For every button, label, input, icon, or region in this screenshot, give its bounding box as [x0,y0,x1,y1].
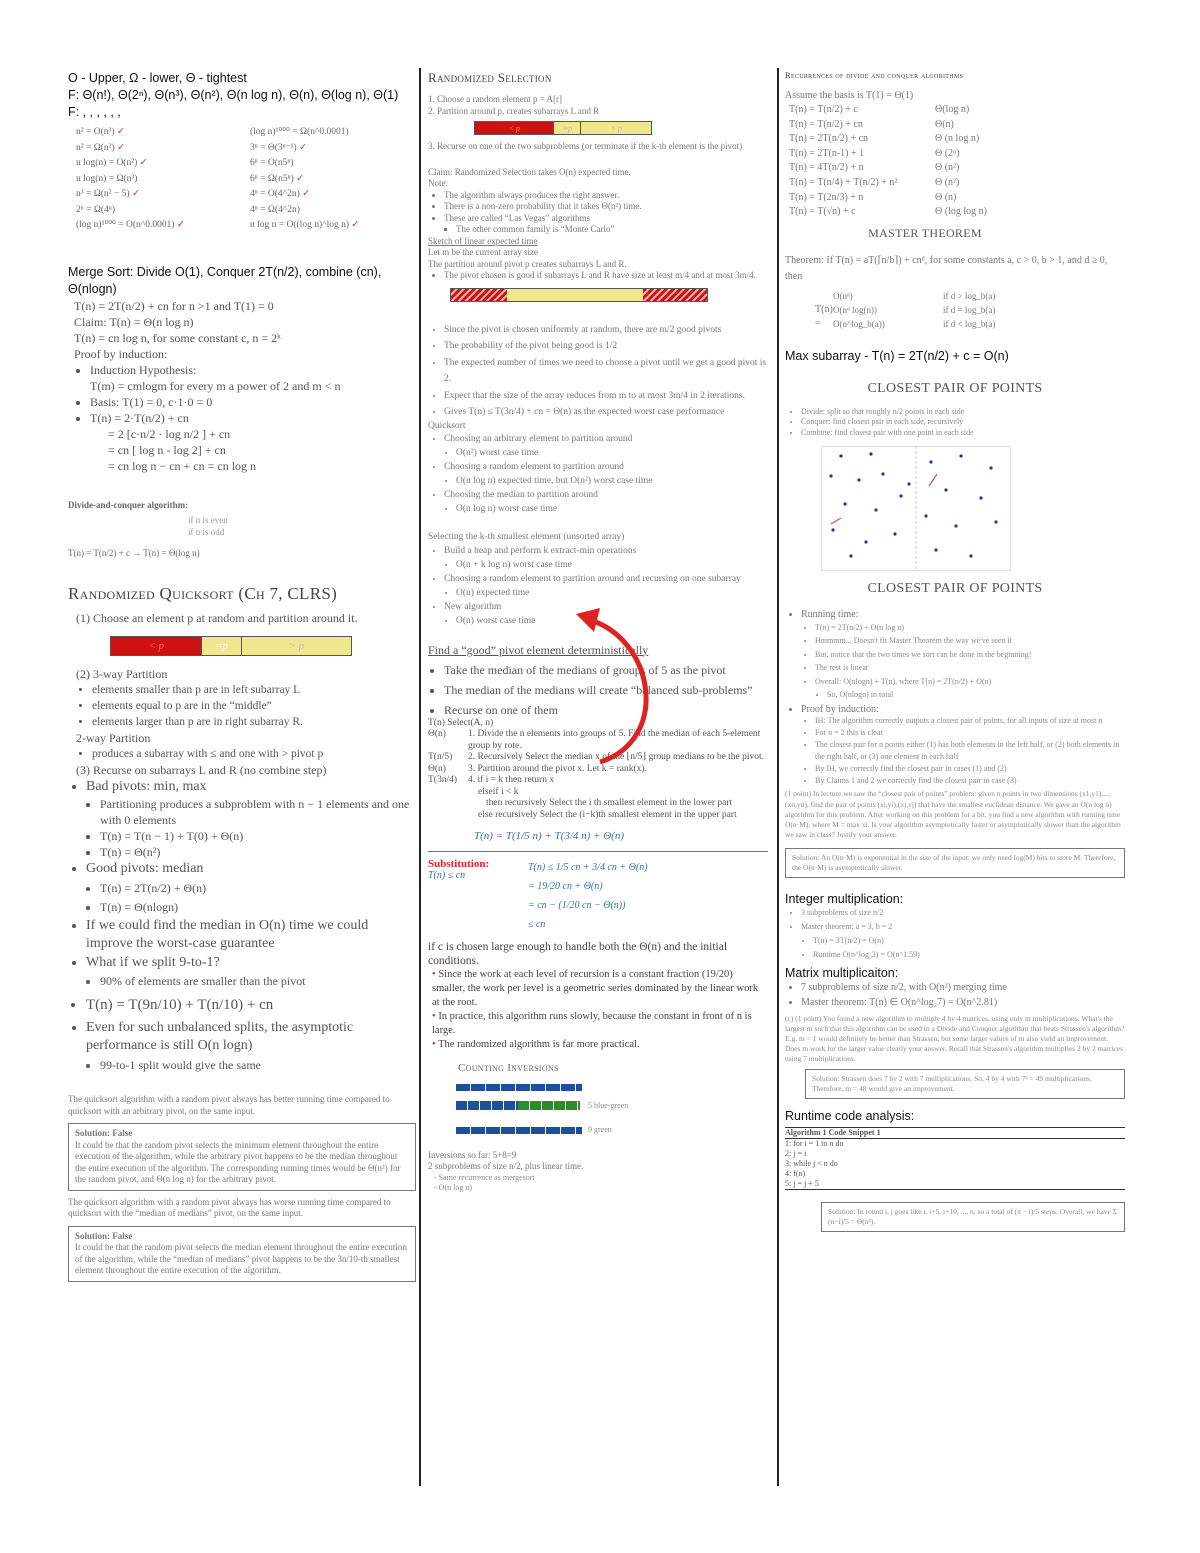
rq-2way-item: • produces a subarray with ≤ and one with > pivot p [92,746,416,762]
recurrence-solution: Θ (2ⁿ) [935,147,960,159]
rs-step: 2. Partition around p, creates subarrays L and R [428,105,600,116]
ci-line: - Same recurrence as mergesort [434,1172,535,1182]
recurrence-row [785,176,1125,191]
rq-2way: 2-way Partition [76,730,151,745]
max-subarray: Max subarray - T(n) = 2T(n/2) + c = O(n) [785,348,1009,363]
select-step: then recursively Select the i th smallest element in the lower part [486,798,733,808]
ci-line: 2 subproblems of size n/2, plus linear time. [428,1161,584,1171]
master-cond: if d > log_b(a) [943,290,996,301]
select-step-4 [468,775,768,821]
merge-bullet: = cn log n − cn + cn = cn log n [108,458,257,473]
note-item: • These are called “Las Vegas” algorithms [444,213,768,225]
final-item: • In practice, this algorithm runs slowly, because the constant in front of n is large. [432,1010,752,1036]
qs-item: • O(n log n) worst case time [456,502,768,516]
sel-item: • O(n) worst case time [456,614,768,628]
asymptotic-item: 4ⁿ = O(4^2n) ✓ [250,189,311,199]
column-1 [68,70,416,1288]
subst-line: T(n) ≤ 1/5 cn + 3/4 cn + Θ(n) [528,861,648,873]
good-item: • T(n) = Θ(nlogn) [100,898,416,917]
rec-basis: Assume the basis is T(1) = Θ(1) [785,89,914,101]
solution-box-2 [68,1226,416,1282]
analysis-item: • Gives T(n) ≤ T(3n/4) + cn = Θ(n) as the expected worst case performance [444,404,768,421]
merge-line: Proof by induction: [74,346,168,361]
analysis-item: • The probability of the pivot being good is 1/2 [444,338,768,355]
asymptotic-item: (log n)¹⁰⁰⁰ = O(n^0.0001) ✓ [76,220,185,230]
bar-good-middle [507,289,643,301]
rs-partition-bar [474,121,652,135]
recurrence: T(n) = 2T(n-1) + 1 [789,147,865,159]
subst-line: = cn − (1/20 cn − Θ(n)) [528,899,626,911]
cp-item: • Conquer: find closest pair in each side, recursively [801,417,1125,428]
merge-bullet: • T(n) = 2·T(n/2) + cn [90,410,416,426]
merge-bullet: • Basis: T(1) = 0, c·1·0 = 0 [90,394,416,410]
closest-pair-question: (1 point) In lecture we saw the “closest pair of points” problem: given n points in two dimensions (x1,y1),...,(xn,yn), find the pair of points (xi,yi),(xj,yj) that have the smallest euclidean distance. We gave an O(n log n) algorithm for this problem. After working on this problem for a bit, you find a new algorithm with running time O(n·M), where M = max xi. Is your algorithm asymptotically faster or asymptotically slower than the algorithm we saw in class? Justify your answer. [785,789,1121,840]
recurrence: T(n) = T(n/4) + T(n/2) + n² [789,177,898,189]
analysis-item: • Expect that the size of the array reduces from m to at most 3m/4 in 2 iterations. [444,388,768,405]
rs-bar-equal: =p [553,122,580,134]
inversion-diagram [456,1084,768,1136]
im-item: • Runtime O(n^log₂3) = O(n^1.59) [813,948,1125,962]
recurrence: T(n) = 4T(n/2) + n [789,162,864,174]
rq-3way-item: • elements smaller than p are in left subarray L [92,682,416,698]
merge-line: T(n) = 2T(n/2) + cn for n >1 and T(1) = 0 [74,298,274,313]
array-row [456,1084,582,1091]
algo-line: 3: while j < n do [785,1159,838,1169]
rq-partition-block [76,666,416,778]
rq-3way-item: • elements equal to p are in the “middle” [92,698,416,714]
gp-item: • Recurse on one of them [444,702,768,718]
asymptotic-order: F: Θ(n!), Θ(2ⁿ), Θ(n³), Θ(n²), Θ(n log n), Θ(n), Θ(log n), Θ(1) [68,88,399,102]
curved-arrow-icon [560,600,690,780]
master-cases: T(n) = O(nᵈ) if d > log_b(a) O(nᵈ log(n)) if d = log_b(a) O(n^log_b(a)) if d < log_b(a) [815,289,1125,331]
column-divider-right [777,68,779,1486]
qs-item: • O(n log n) expected time, but O(n²) worst case time [456,474,768,488]
divide-conquer-recurrence: T(n) = T(n/2) + c → T(n) = Θ(log n) [68,548,200,558]
closest-pair-scatter [821,446,1011,571]
select-step: 2. Recursively Select the median x of the ⌊n/5⌋ group medians to be the pivot. [468,752,765,762]
randomized-quicksort-title: Randomized Quicksort (Ch 7, CLRS) [68,583,338,603]
sel-item: • Build a heap and perform k extract-min operations [444,544,768,558]
rt-item: • So, O(nlogn) in total [827,688,1125,702]
solution-title: Solution: False [75,1128,133,1138]
select-step: 4. if i = k then return x [468,775,555,785]
rt-item: • Hmmmm... Doesn't fit Master Theorem the way we've seen it [815,634,1125,648]
sketch-line: The partition around pivot p creates subarrays L and R. [428,258,627,269]
recurrence: T(n) = T(2n/3) + n [789,191,864,203]
column-divider-left [419,68,421,1486]
bar-greater: > p [241,637,351,655]
recurrence-solution: Θ (log log n) [935,206,987,218]
asymptotic-item: n³ = Ω(n² − 5) ✓ [76,189,140,199]
array-left-half [456,1101,518,1110]
sel-item: • O(n) expected time [456,586,768,600]
recurrence-solution: Θ(n) [935,118,954,130]
asymptotic-exercise-grid [76,125,416,234]
select-cost: T(n/5) [428,752,453,762]
substitution-hypothesis: T(n) ≤ cn [428,869,466,881]
bar-bad-right [643,289,707,301]
split-99: • 99-to-1 split would give the same [100,1056,416,1075]
select-cost: Θ(n) [428,729,446,739]
asymptotic-item: n² = Ω(n²) ✓ [76,142,126,153]
good-pivots: • Good pivots: median [86,860,416,879]
merge-bullet: = cn [ log n - log 2] + cn [108,442,226,457]
rs-steps [428,94,768,117]
recurrence: T(n) = T(n/2) + cn [789,118,863,130]
subst-line: = 19/20 cn + Θ(n) [528,880,603,892]
bad-item: • T(n) = T(n − 1) + T(0) + Θ(n) [100,828,416,844]
rs-note: Note: [428,178,448,188]
rq-step3: (3) Recurse on subarrays L and R (no combine step) [76,762,327,777]
split-question: • What if we split 9-to-1? [86,954,416,973]
gp-item: • The median of the medians will create “balanced sub-problems” [444,682,768,698]
dc-case: if n is even [188,515,228,525]
rs-bar-greater: > p [580,122,651,134]
recurrence-solution: Θ (n log n) [935,133,980,145]
matrix-solution: Solution: Strassen does 7 by 2 with 7 multiplications. So, 4 by 4 with 7² = 49 multiplications. Therefore, m = 48 would give an improvement. [805,1069,1125,1099]
split-recurrence: • T(n) = T(9n/10) + T(n/10) + cn [86,991,416,1019]
recurrence-solution: Θ (n²) [935,177,960,189]
rs-bar-less: < p [475,122,553,134]
median-line: • If we could find the median in O(n) time we could improve the worst-case guarantee [86,917,416,954]
solution-text: It could be that the random pivot selects the median element throughout the entire execution of the algorithm, while the “median of medians” pivot happens to be the 3n/10-th smallest element throughout the entire execution of the algorithm. [75,1242,407,1275]
sel-item: • O(n + k log n) worst case time [456,558,768,572]
rq-step1: (1) Choose an element p at random and partition around it. [76,610,358,625]
mm-item: • Master theorem: T(n) ∈ O(n^log₂7) = O(n^2.81) [801,995,1125,1010]
good-item: • T(n) = 2T(n/2) + Θ(n) [100,879,416,898]
mm-item: • 7 subproblems of size n/2, with O(n²) merging time [801,980,1125,995]
rt-item: • Overall: O(nlogn) + T(n), where T(n) = 2T(n/2) + O(n) [815,675,1125,689]
sel-item: • Choosing a random element to partition around and recursing on one subarray [444,572,768,586]
closest-pair-title-2: CLOSEST PAIR OF POINTS [867,581,1043,597]
recurrence: T(n) = 2T(n/2) + cn [789,133,869,145]
substitution-label: Substitution: [428,857,490,870]
merge-bullet: • Induction Hypothesis: [90,362,416,378]
proof-label: • Proof by induction: [801,704,1125,716]
sketch-title: Sketch of linear expected time [428,235,538,246]
im-item: • T(n) = 3T(n/2) = O(n) [813,934,1125,948]
divide-conquer-title: Divide-and-conquer algorithm: [68,499,189,510]
asymptotic-item: 6ⁿ = Ω(n5ⁿ) ✓ [250,173,305,184]
closest-pair-solution: Solution: An O(n·M) is exponential in the size of the input: we only need log(M) bits to store M. Therefore, the O(n·M) is asymptotically slower. [785,848,1125,878]
recurrence: T(n) = T(n/2) + c [789,104,858,116]
qs-item: • Choosing the median to partition around [444,488,768,502]
bad-item: • Partitioning produces a subproblem with n − 1 elements and one with 0 elements [100,796,416,828]
rt-item: • T(n) = 2T(n/2) + O(n log n) [815,621,1125,635]
bar-equal: =p [201,637,240,655]
asymptotic-header: O - Upper, Ω - lower, Θ - tightest [68,71,247,85]
algo-title: Algorithm 1 Code Snippet 1 [785,1128,1125,1139]
recurrence-row [785,191,1125,206]
recurrence-solution: Θ (n²) [935,162,960,174]
quicksort-question-1: The quicksort algorithm with a random pivot always has better running time compared to quicksort with an arbitrary pivot, on the same input. [68,1094,390,1116]
im-item: • Master theorem: a = 3, b = 2 [801,920,1125,934]
bar-less: < p [111,637,201,655]
subst-line: ≤ cn [528,918,546,930]
select-step: else recursively Select the (i−k)th smallest element in the upper part [478,809,737,820]
final-item: • Since the work at each level of recursion is a constant fraction (19/20) smaller, the work per level is a geometric series dominated by the linear work at the root. [432,968,759,1008]
split-item: • 90% of elements are smaller than the pivot [100,972,416,991]
asymptotic-item: (log n)¹⁰⁰⁰ = Ω(n^0.0001) [250,127,349,137]
rq-3way-item: • elements larger than p are in right subarray R. [92,714,416,730]
select-step: elseif i < k [478,786,519,797]
recurrence: T(n) = T(√n) + c [789,206,856,218]
asymptotic-f: F: , , , , , , [68,105,121,119]
qs-item: • Choosing a random element to partition around [444,460,768,474]
final-line: if c is chosen large enough to handle both the Θ(n) and the initial conditions. [428,940,728,967]
pi-item: • IH: The algorithm correctly outputs a closest pair of points, for all inputs of size at most n [815,715,1125,727]
algo-line: 2: j = i [785,1149,807,1159]
recurrence-list [785,89,1125,220]
asymptotic-item: 6ⁿ = O(n5ⁿ) [250,158,294,168]
final-item: • The randomized algorithm is far more practical. [432,1038,640,1050]
good-pivot-bar [450,288,708,302]
quicksort-question-2: The quicksort algorithm with a random pivot always has worse running time compared to quicksort with the “median of medians” pivot, on the same input. [68,1196,391,1218]
algorithm-snippet [785,1127,1125,1190]
solution-title: Solution: False [75,1230,133,1241]
rt-item: • The rest is linear [815,661,1125,675]
pi-item: • By Claims 1 and 2 we correctly find the closest pair in case (3) [815,775,1125,787]
running-time-label: • Running time: [801,609,1125,621]
analysis-item: • The expected number of times we need to choose a pivot until we get a good pivot is 2. [444,355,768,388]
recurrence-row [785,205,1125,220]
select-recurrence: T(n) = T(1/5 n) + T(3/4 n) + Θ(n) [474,830,624,842]
recurrence-row [785,132,1125,147]
array-row [456,1127,582,1134]
selection-label: Selecting the k-th smallest element (unsorted array) [428,532,625,542]
partition-bar [110,636,352,656]
rt-item: • But, notice that the two times we sort can be done in the beginning! [815,648,1125,662]
merge-line: Claim: T(n) = Θ(n log n) [74,314,194,329]
master-theorem-title: MASTER THEOREM [868,225,982,240]
sel-item: • New algorithm [444,600,768,614]
select-step: 3. Partition around the pivot x. Let k = rank(x). [468,763,647,774]
note-item: ▪ The other common family is “Monte Carlo” [456,224,768,236]
rs-step: 1. Choose a random element p = A[r] [428,94,563,104]
pi-item: • By IH, we correctly find the closest pair in cases (1) and (2) [815,763,1125,775]
asymptotic-item: n log(n) = Ω(n³) [76,173,138,184]
select-step: 1. Divide the n elements into groups of 5. Find the median of each 5-element group by rote. [468,729,761,751]
master-theorem-text: Theorem: If T(n) = aT(⌈n/b⌉) + cnᵈ, for some constants a, c > 0, b > 1, and d ≥ 0, then [785,254,1108,282]
algo-line: 4: f(n) [785,1169,806,1179]
final-item-text: The randomized algorithm is far more practical. [438,1038,640,1050]
algo-solution: Solution: In round i, j goes like i, i+5, i+10, ..., n, so a total of (n − i)/5 steps. Overall, we have Σ (n−i)/5 = Θ(n²). [821,1202,1125,1232]
recurrence-solution: Θ (n) [935,191,957,203]
final-item-text: Since the work at each level of recursion is a constant fraction (19/20) smaller, the work per level is a geometric series dominated by the linear work at the root. [432,968,759,1008]
dc-case: if n is odd [188,526,225,537]
select-cost: T(3n/4) [428,775,458,785]
select-head: T(n) Select(A, n) [428,717,494,728]
pi-item: • For n = 2 this is clear [815,727,1125,739]
counting-inversions-title: Counting Inversions [458,1061,559,1074]
unbalanced-line: • Even for such unbalanced splits, the asymptotic performance is still O(n logn) [86,1019,416,1056]
master-case: O(n^log_b(a)) [833,318,885,329]
inversion-label: 5 blue-green [588,1100,629,1110]
select-cost: Θ(n) [428,763,446,774]
closest-pair-title: CLOSEST PAIR OF POINTS [867,380,1043,396]
pi-item: • The closest pair for n points either (1) has both elements in the left half, or (2) both elements in the right half, or (3) one element in each half [815,739,1125,763]
master-case: O(nᵈ) [833,290,853,301]
pivot-analysis [70,778,416,1075]
note-item: • The algorithm always produces the right answer. [444,190,768,202]
bad-pivots: • Bad pivots: min, max [86,778,416,797]
sketch-line: Let m be the current array size [428,247,538,257]
recurrences-title: Recurrences of divide and conquer algorithms [785,70,964,80]
recurrence-row [785,118,1125,133]
master-cond: if d = log_b(a) [943,304,996,315]
asymptotic-item: 3ⁿ = Θ(3ⁿ⁻¹) ✓ [250,142,307,153]
merge-bullet: T(m) = cmlogm for every m a power of 2 and m < n [90,378,341,393]
bad-item: • T(n) = Θ(n²) [100,844,416,860]
asymptotic-item: n log n = O((log n)^log n) ✓ [250,220,360,230]
algo-line: 1: for i = 1 to n do [785,1139,844,1149]
recurrence-row [785,147,1125,162]
recurrence-row [785,103,1125,118]
master-case: O(nᵈ log(n)) [833,304,878,315]
inversions-so-far: Inversions so far: 5+8=9 [428,1149,517,1160]
substitution-block [428,858,768,934]
ci-line: - O(n log n) [434,1183,472,1192]
runtime-analysis-title: Runtime code analysis: [785,1109,915,1124]
good-pivot-title: Find a “good” pivot element deterministically [428,642,649,657]
recurrence-solution: Θ(log n) [935,104,970,116]
asymptotic-item: 4ⁿ = Ω(4^2n) [250,204,300,215]
inversion-label: 9 green [588,1125,612,1134]
solution-box-1 [68,1123,416,1191]
analysis-item: • Since the pivot is chosen uniformly at random, there are m/2 good pivots [444,322,768,339]
asymptotic-item: 2ⁿ = Ω(4ⁿ) [76,204,115,215]
rs-step-3: 3. Recurse on one of the two subproblems (or terminate if the k-th element is the pivot) [428,141,743,151]
merge-bullet: = 2 [c·n/2 · log n/2 ] + cn [108,426,231,441]
merge-line: T(n) = cn log n, for some constant c, n = 2ᵏ [74,330,281,345]
asymptotic-item: n log(n) = O(n²) ✓ [76,158,148,168]
pivot-good: • The pivot chosen is good if subarrays L and R have size at least m/4 and at most 3m/4. [444,270,768,282]
solution-text: It could be that the random pivot selects the minimum element throughout the entire execution of the algorithm, while the arbitrary pivot happens to be the median throughout the entire execution of the algorithm. The corresponding running times would be Θ(n²) for the random pivot, and Θ(n log n) for the arbitrary pivot. [75,1139,401,1184]
rs-claim: Claim: Randomized Selection takes O(n) expected time. [428,166,631,177]
qs-item: • O(n²) worst case time [456,446,768,460]
recurrence-row [785,161,1125,176]
merge-sort-block [74,298,416,474]
gp-item: • Take the median of the medians of groups of 5 as the pivot [444,662,768,678]
master-cond: if d < log_b(a) [943,318,996,329]
asymptotic-item: n² = O(n³) ✓ [76,127,125,137]
final-item-text: In practice, this algorithm runs slowly, because the constant in front of n is large. [432,1010,752,1036]
rq-step2: (2) 3-way Partition [76,666,168,681]
quicksort-label: Quicksort [428,420,466,431]
qs-item: • Choosing an arbitrary element to partition around [444,432,768,446]
im-item: • 3 subproblems of size n/2 [801,906,1125,920]
note-item: • There is a non-zero probability that it takes Θ(n²) time. [444,201,768,213]
algo-line: 5: j = j + 5 [785,1179,819,1189]
cp-item: • Combine: find closest pair with one point in each side [801,428,1125,439]
bar-bad-left [451,289,507,301]
divide-conquer-cases [98,515,416,538]
column-3 [785,70,1125,1232]
merge-sort-header: Merge Sort: Divide O(1), Conquer 2T(n/2), combine (cn), Θ(nlogn) [68,264,382,296]
array-right-half [518,1101,580,1110]
integer-mult-title: Integer multiplication: [785,892,904,907]
matrix-mult-title: Matrix multiplicaiton: [785,966,899,981]
matrix-question: (c) (1 point) You found a new algorithm to multiply 4 by 4 matrices, using only m multiplications. What's the largest m such that this algorithm can be used in a Divide and Conquer algorithm that beats Strassen's algorithm? E.g. m = 1 would definitely be better than Strassen, but some larger values of m also yield an improvement. Does m work for the larger value clearly your answer. Recall that Strassen's algorithm multiplies 2 by 2 matrices using 7 multiplications. [785,1014,1125,1063]
randomized-selection-title: Randomized Selection [428,70,552,85]
cp-item: • Divide: split so that roughly n/2 points in each side [801,407,1125,418]
